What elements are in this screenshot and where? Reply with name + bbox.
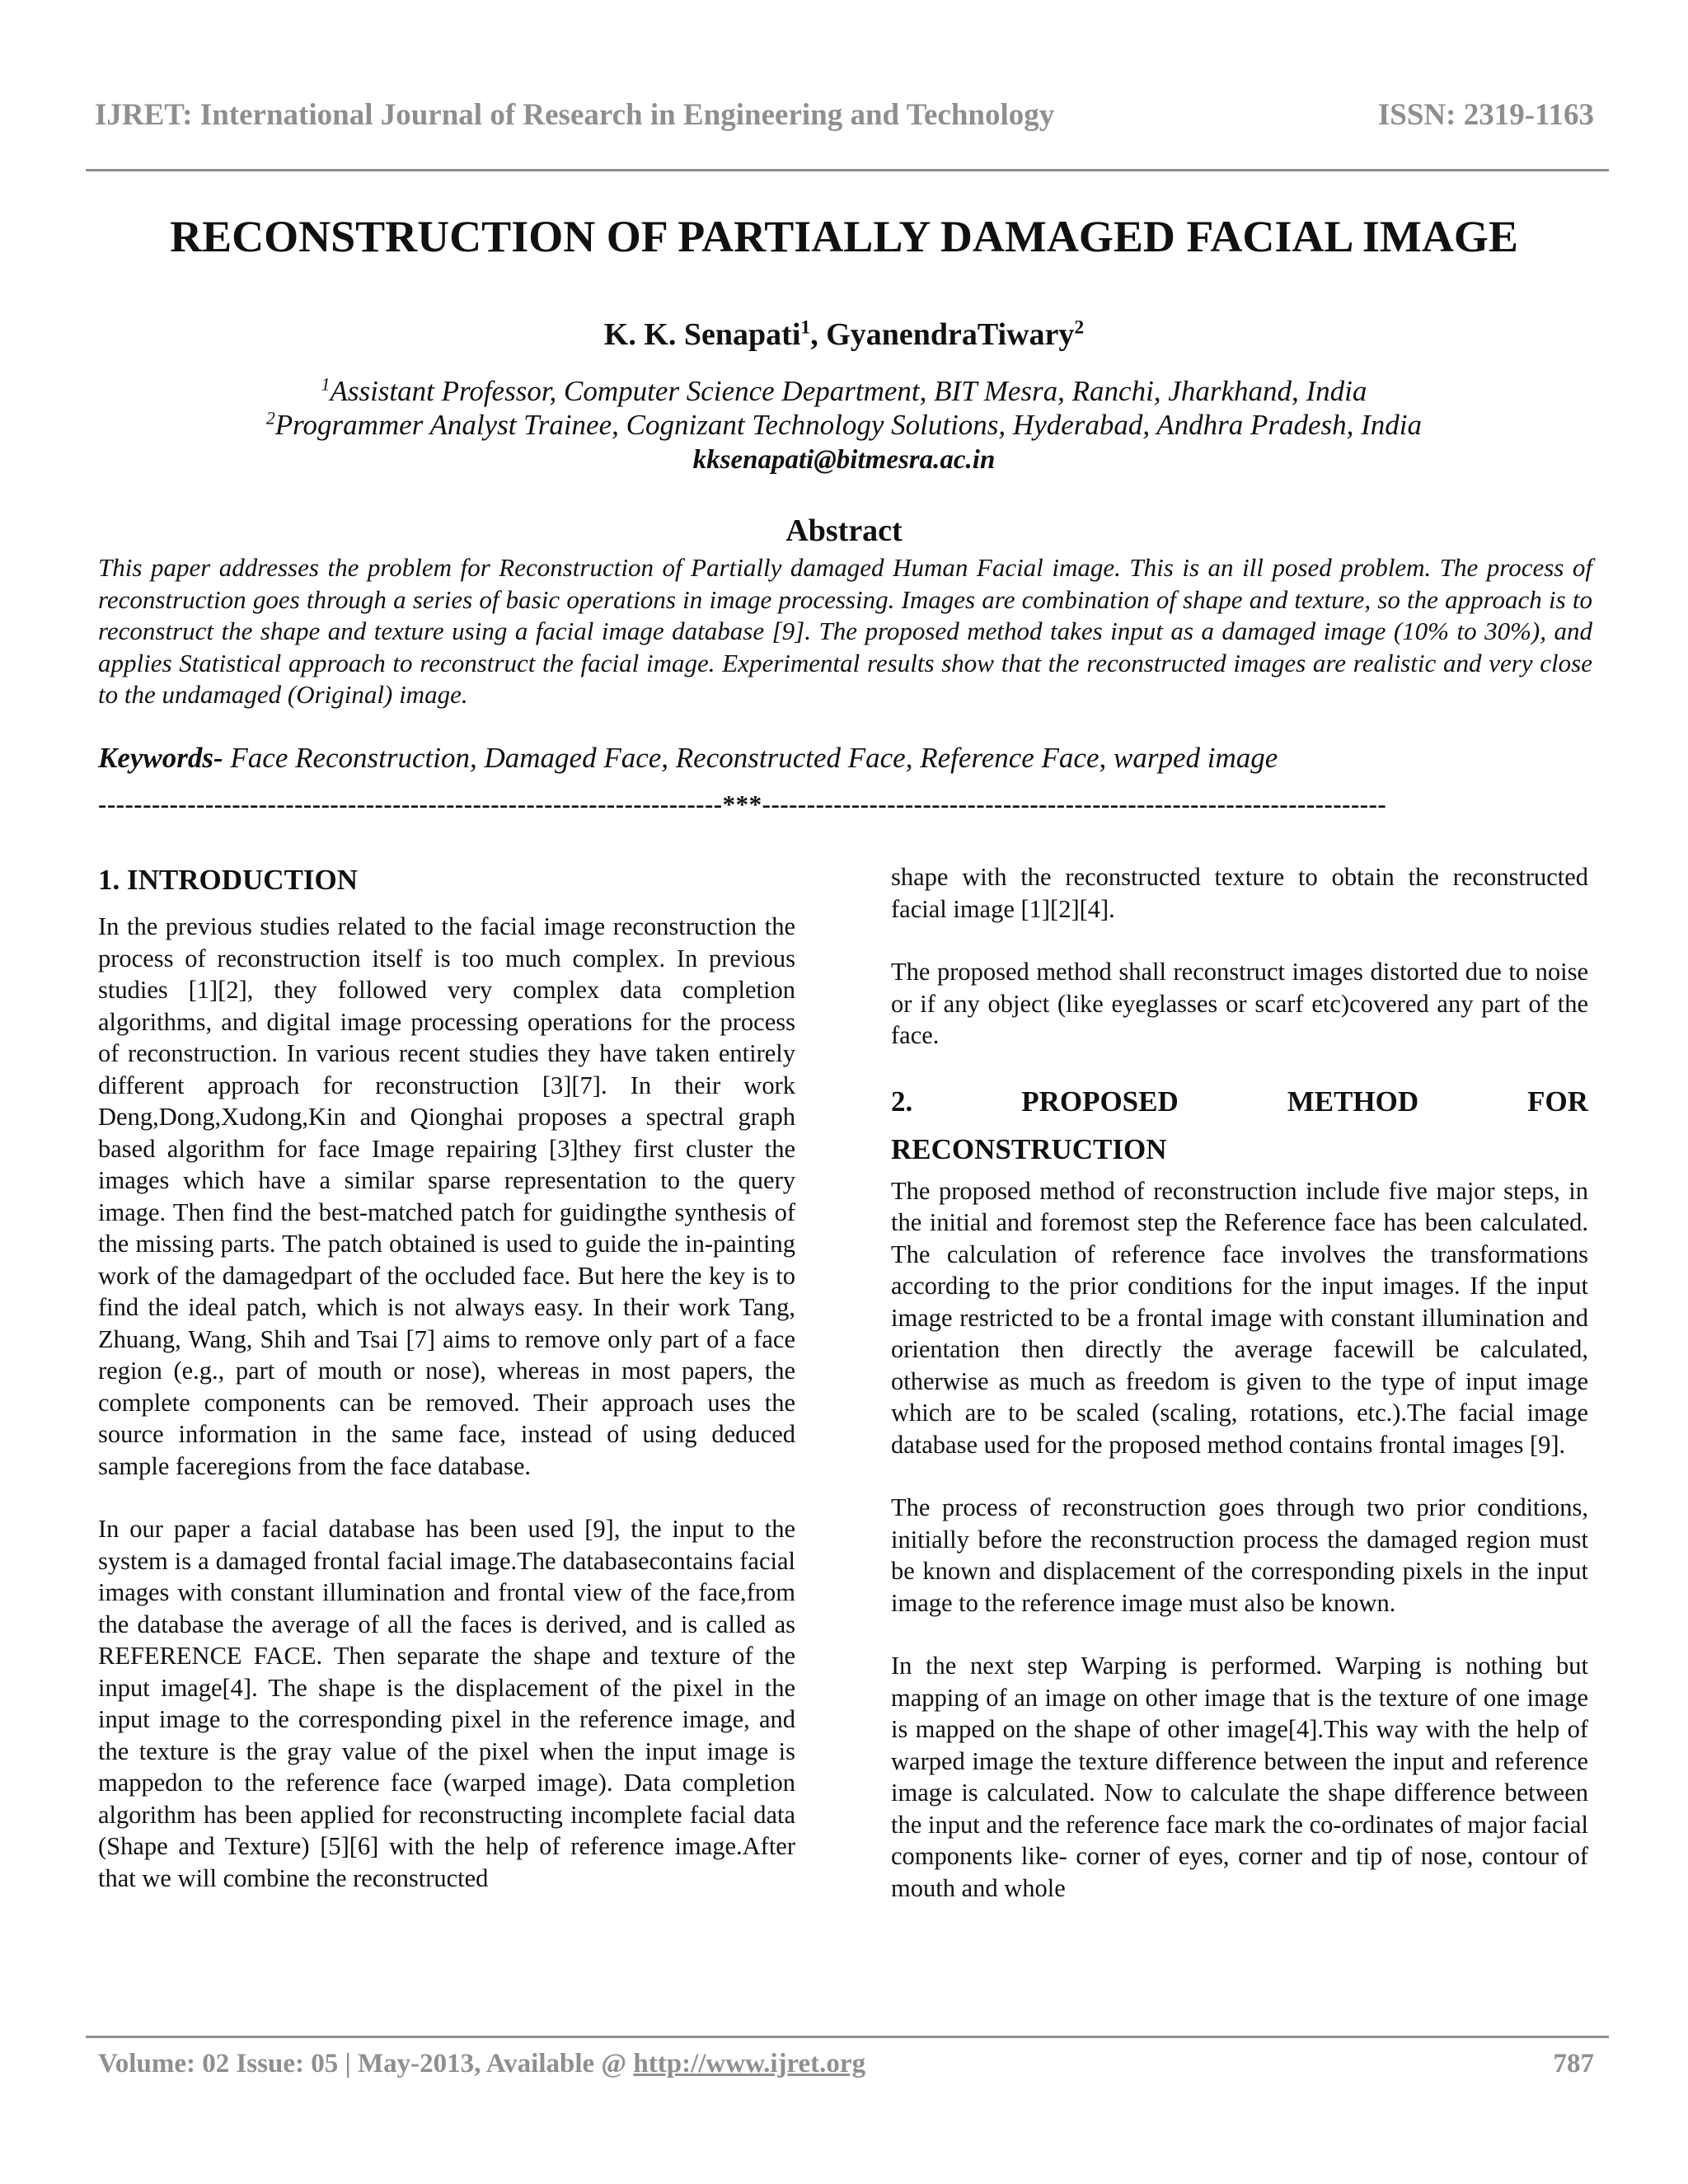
intro-paragraph-1: In the previous studies related to the facial image reconstruction the process of reconstruction itself is too much complex. In previous studies [1][2], they followed very complex data completion algorithms, and digital image processing operations for the process of reconstruction. In various recent studies they have taken entirely different approach for reconstruction [3][7]. In their work Deng,Dong,Xudong,Kin and Qionghai proposes a spectral graph based algorithm for face Image repairing [3]they first cluster the images which have a similar sparse representation to the query image. Then find the best-matched patch for guidingthe synthesis of the missing parts. The patch obtained is used to guide the in-painting work of the damagedpart of the occluded face. But here the key is to find the ideal patch, which is not always easy. In their work Tang, Zhuang, Wang, Shih and Tsai [7] aims to remove only part of a face region (e.g., part of mouth or nose), whereas in most papers, the complete components can be removed. Their approach uses the source information in the same face, instead of using deduced sample faceregions from the face database. xyxy=(98,912,795,1480)
footer-volume-text: Volume: 02 Issue: 05 | May-2013, Available @ xyxy=(98,2049,634,2079)
author-separator: , xyxy=(810,317,827,352)
method-paragraph-3: In the next step Warping is performed. Warping is nothing but mapping of an image on other image that is the texture of one image is mapped on the shape of other image[4].This way with the help of warped image the texture difference between the input and reference image is calculated. Now to calculate the shape difference between the input and the reference face mark the co-ordinates of major facial components like- corner of eyes, corner and tip of nose, contour of mouth and whole xyxy=(891,1652,1588,1902)
keywords xyxy=(98,742,1592,775)
abstract-text: This paper addresses the problem for Reconstruction of Partially damaged Human Facial image. This is an ill posed problem. The process of reconstruction goes through a series of basic operations in image processing. Images are combination of shape and texture, so the approach is to reconstruct the shape and texture using a facial image database [9]. The proposed method takes input as a damaged image (10% to 30%), and applies Statistical approach to reconstruct the facial image. Experimental results show that the reconstructed images are realistic and very close to the undamaged (Original) image. xyxy=(98,553,1592,709)
keywords-label: Keywords- xyxy=(98,742,223,774)
journal-name: IJRET: International Journal of Research in Engineering and Technology xyxy=(95,98,1055,132)
author-1-sup: 1 xyxy=(800,316,811,339)
affiliation-1 xyxy=(82,375,1606,408)
abstract-heading: Abstract xyxy=(785,513,903,548)
author-2-sup: 2 xyxy=(1074,316,1085,339)
keywords-text: Face Reconstruction, Damaged Face, Reconstructed Face, Reference Face, warped image xyxy=(223,742,1278,774)
heading-line-2: RECONSTRUCTION xyxy=(891,1132,1167,1165)
heading-word-4: FOR xyxy=(1527,1085,1588,1118)
author-2: GyanendraTiwary xyxy=(826,317,1075,352)
heading-word-3: METHOD xyxy=(1287,1085,1419,1118)
authors xyxy=(82,316,1606,353)
heading-word-1: 2. xyxy=(891,1085,913,1118)
intro-paragraph-3: The proposed method shall reconstruct images distorted due to noise or if any object (like eyeglasses or scarf etc)covered any part of the face. xyxy=(891,958,1588,1049)
section-separator: ----------------------------------------------------------------------***---------------------------------------------------------------------- xyxy=(98,790,1387,818)
affiliation-2-sup: 2 xyxy=(265,408,275,429)
header-rule xyxy=(86,169,1609,171)
affiliation-1-text: Assistant Professor, Computer Science Department, BIT Mesra, Ranchi, Jharkhand, India xyxy=(330,375,1367,407)
author-1: K. K. Senapati xyxy=(603,317,801,352)
intro-paragraph-continued: shape with the reconstructed texture to obtain the reconstructed facial image [1][2][4]. xyxy=(891,863,1588,923)
method-paragraph-2: The process of reconstruction goes through two prior conditions, initially before the reconstruction process the damaged region must be known and displacement of the corresponding pixels in the input image to the reference image must also be known. xyxy=(891,1493,1588,1617)
right-column xyxy=(891,861,1588,1904)
footer-link[interactable]: http://www.ijret.org xyxy=(633,2049,866,2079)
heading-word-2: PROPOSED xyxy=(1021,1085,1179,1118)
page-number: 787 xyxy=(1553,2049,1594,2079)
footer-rule xyxy=(86,2036,1609,2038)
affiliation-1-sup: 1 xyxy=(321,374,331,395)
section-heading-proposed-method xyxy=(891,1083,1588,1169)
method-paragraph-1: The proposed method of reconstruction include five major steps, in the initial and foremost step the Reference face has been calculated. The calculation of reference face involves the transformations according to the prior conditions for the input images. If the input image restricted to be a frontal image with constant illumination and orientation then directly the average facewill be calculated, otherwise as much as freedom is given to the type of input image which are to be scaled (scaling, rotations, etc.).The facial image database used for the proposed method contains frontal images [9]. xyxy=(891,1176,1588,1459)
intro-paragraph-2: In our paper a facial database has been used [9], the input to the system is a damaged frontal facial image.The databasecontains facial images with constant illumination and frontal view of the face,from the database the average of all the faces is derived, and is called as REFERENCE FACE. Then separate the shape and texture of the input image[4]. The shape is the displacement of the pixel in the input image to the corresponding pixel in the reference image, and the texture is the gray value of the pixel when the input image is mappedon to the reference face (warped image). Data completion algorithm has been applied for reconstructing incomplete facial data (Shape and Texture) [5][6] with the help of reference image.After that we will combine the reconstructed xyxy=(98,1515,795,1892)
affiliation-2 xyxy=(82,409,1606,442)
left-column xyxy=(98,861,795,1894)
affiliation-2-text: Programmer Analyst Trainee, Cognizant Technology Solutions, Hyderabad, Andhra Pradesh, India xyxy=(274,409,1423,441)
footer-volume xyxy=(98,2049,865,2079)
paper-title: RECONSTRUCTION OF PARTIALLY DAMAGED FACIAL IMAGE xyxy=(170,212,1518,261)
author-email[interactable]: kksenapati@bitmesra.ac.in xyxy=(692,445,996,475)
section-heading-introduction: 1. INTRODUCTION xyxy=(98,864,359,896)
issn: ISSN: 2319-1163 xyxy=(1377,98,1594,132)
